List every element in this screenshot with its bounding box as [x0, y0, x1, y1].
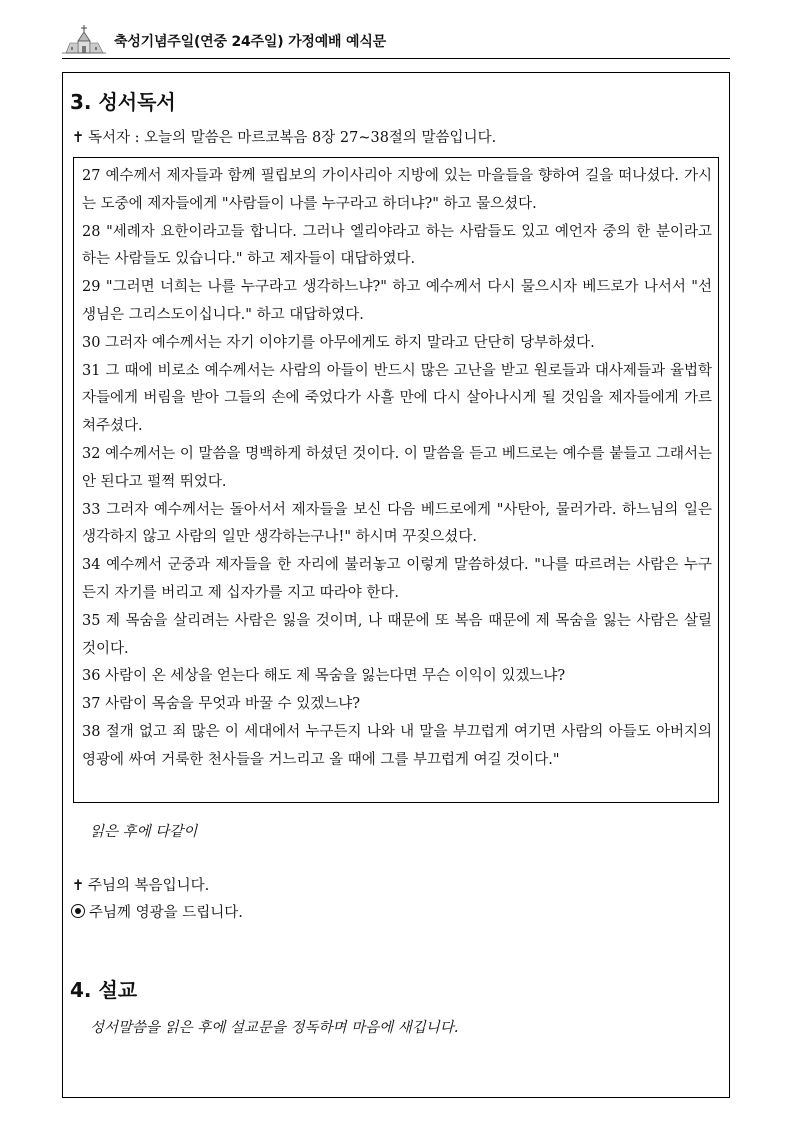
cross-icon: ✝ — [72, 878, 85, 894]
verse-37: 37 사람이 목숨을 무엇과 바꿀 수 있겠느냐? — [82, 696, 360, 713]
cross-icon: ✝ — [72, 130, 85, 146]
response-line — [71, 901, 243, 922]
page-header — [62, 22, 730, 59]
leader-line — [72, 874, 209, 895]
reading-box — [73, 157, 719, 803]
verse-36: 36 사람이 온 세상을 얻는다 해도 제 목숨을 잃는다면 무슨 이익이 있겠느냐? — [82, 668, 566, 685]
header-title: 축성기념주일(연중 24주일) 가정예배 예식문 — [114, 34, 387, 50]
reader-line — [72, 126, 496, 147]
verse-35: 35 제 목숨을 살리려는 사람은 잃을 것이며, 나 때문에 또 복음 때문에 제 목숨을 잃는 사람은 살릴 것이다. — [82, 612, 712, 657]
verse-29: 29 "그러면 너희는 나를 누구라고 생각하느냐?" 하고 예수께서 다시 물으시자 베드로가 나서서 "선생님은 그리스도이십니다." 하고 대답하였다. — [82, 279, 712, 323]
verse-31: 31 그 때에 비로소 예수께서는 사람의 아들이 반드시 많은 고난을 받고 원로들과 대사제들과 율법학자들에게 버림을 받아 그들의 손에 죽었다가 사흘 만에 다시 살아나시게 될 것임을 제자들에게 가르쳐주셨다. — [82, 362, 712, 435]
section-3-title: 3. 성서독서 — [70, 90, 176, 114]
after-reading-instruction: 읽은 후에 다같이 — [90, 824, 198, 840]
verse-28: 28 "세례자 요한이라고들 합니다. 그러나 엘리야라고 하는 사람들도 있고 예언자 중의 한 분이라고 하는 사람들도 있습니다." 하고 제자들이 대답하였다. — [82, 223, 712, 268]
verse-33: 33 그러자 예수께서는 돌아서서 제자들을 보신 다음 베드로에게 "사탄아, 물러가라. 하느님의 일은 생각하지 않고 사람의 일만 생각하는구나!" 하시며 꾸짖으셨다. — [82, 501, 712, 546]
reader-text: 독서자 : 오늘의 말씀은 마르코복음 8장 27~38절의 말씀입니다. — [88, 130, 497, 146]
verse-34: 34 예수께서 군중과 제자들을 한 자리에 불러놓고 이렇게 말씀하셨다. "나를 따르려는 사람은 누구든지 자기를 버리고 제 십자가를 지고 따라야 한다. — [82, 557, 712, 601]
leader-text: 주님의 복음입니다. — [88, 878, 210, 894]
section-4-title: 4. 설교 — [70, 978, 138, 1002]
verse-30: 30 그러자 예수께서는 자기 이야기를 아무에게도 하지 말라고 단단히 당부하셨다. — [82, 334, 595, 351]
verse-27: 27 예수께서 제자들과 함께 필립보의 가이사리아 지방에 있는 마을들을 향하여 길을 떠나셨다. 가시는 도중에 제자들에게 "사람들이 나를 누구라고 하더냐?" 하고 물으셨다. — [82, 168, 712, 212]
church-icon — [62, 24, 106, 54]
bullseye-icon — [71, 904, 85, 918]
verse-38: 38 절개 없고 죄 많은 이 세대에서 누구든지 나와 내 말을 부끄럽게 여기면 사람의 아들도 아버지의 영광에 싸여 거룩한 천사들을 거느리고 올 때에 그를 부끄럽게 여길 것이다." — [82, 723, 712, 768]
verse-32: 32 예수께서는 이 말씀을 명백하게 하셨던 것이다. 이 말씀을 듣고 베드로는 예수를 붙들고 그래서는 안 된다고 펄쩍 뛰었다. — [82, 445, 712, 490]
sermon-instruction: 성서말씀을 읽은 후에 설교문을 정독하며 마음에 새깁니다. — [90, 1020, 459, 1036]
response-text: 주님께 영광을 드립니다. — [89, 905, 243, 921]
